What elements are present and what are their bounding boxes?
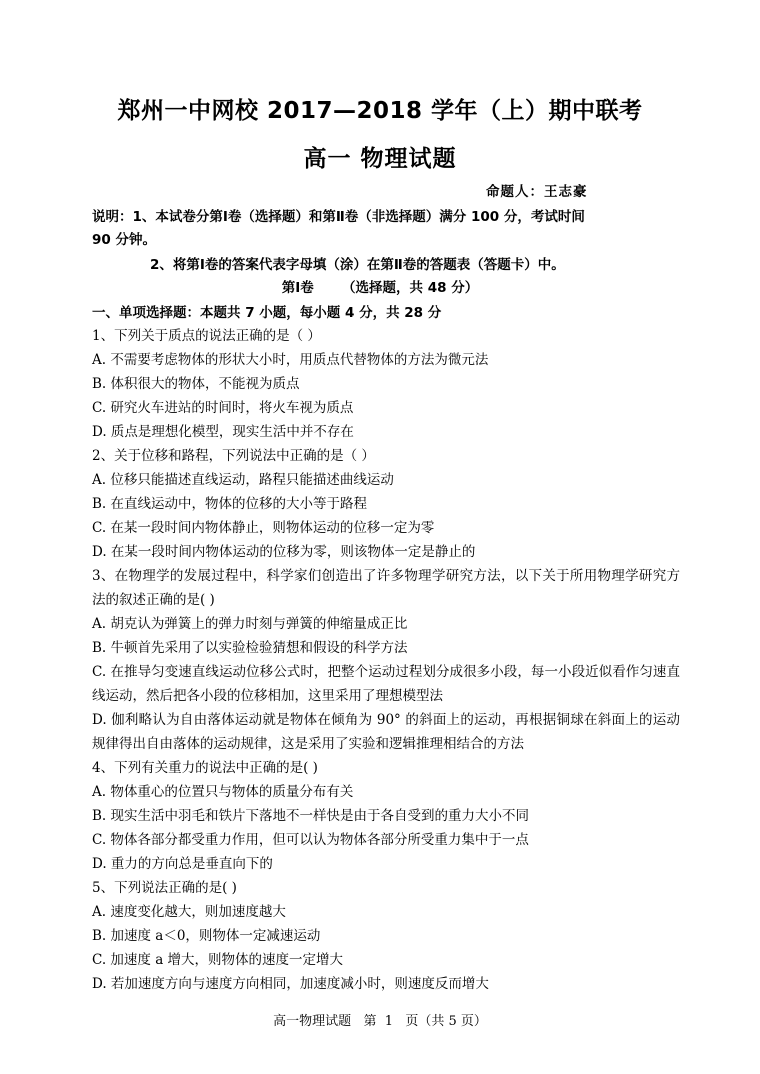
question-option: C. 在推导匀变速直线运动位移公式时，把整个运动过程划分成很多小段，每一小段近似看作匀速直线运动，然后把各小段的位移相加，这里采用了理想模型法: [92, 664, 680, 704]
question-option: B. 体积很大的物体，不能视为质点: [92, 376, 300, 392]
question-option: C. 在某一段时间内物体静止，则物体运动的位移一定为零: [92, 520, 435, 536]
question-stem: 4、下列有关重力的说法中正确的是( ): [92, 760, 318, 776]
question-option: D. 在某一段时间内物体运动的位移为零，则该物体一定是静止的: [92, 544, 476, 560]
question-option: B. 牛顿首先采用了以实验检验猜想和假设的科学方法: [92, 640, 408, 656]
section-heading: 一、单项选择题：本题共 7 小题，每小题 4 分，共 28 分: [92, 305, 442, 321]
question-option: B. 现实生活中羽毛和铁片下落地不一样快是由于各自受到的重力大小不同: [92, 808, 530, 824]
question-stem: 1、下列关于质点的说法正确的是（ ）: [92, 328, 321, 344]
instructions-line-1: 说明：1、本试卷分第Ⅰ卷（选择题）和第Ⅱ卷（非选择题）满分 100 分，考试时间: [92, 209, 585, 225]
question-stem: 2、关于位移和路程，下列说法中正确的是（ ）: [92, 448, 375, 464]
question-option: D. 伽利略认为自由落体运动就是物体在倾角为 90° 的斜面上的运动，再根据铜球在斜面上的运动规律得出自由落体的运动规律，这是采用了实验和逻辑推理相结合的方法: [92, 712, 680, 752]
page-footer: 高一物理试题 第 1 页（共 5 页）: [273, 1014, 487, 1029]
instructions-line-1-cont: 90 分钟。: [92, 232, 156, 248]
question-option: A. 不需要考虑物体的形状大小时，用质点代替物体的方法为微元法: [92, 352, 489, 368]
question-stem: 5、下列说法正确的是( ): [92, 880, 237, 896]
question-option: A. 物体重心的位置只与物体的质量分布有关: [92, 784, 354, 800]
exam-title: 郑州一中网校 2017—2018 学年（上）期中联考: [117, 98, 643, 124]
question-option: C. 研究火车进站的时间时，将火车视为质点: [92, 400, 354, 416]
instructions-line-2: 2、将第Ⅰ卷的答案代表字母填（涂）在第Ⅱ卷的答题表（答题卡）中。: [150, 257, 565, 273]
question-option: D. 若加速度方向与速度方向相同，加速度减小时，则速度反而增大: [92, 976, 489, 992]
question-option: D. 质点是理想化模型，现实生活中并不存在: [92, 424, 354, 440]
question-option: D. 重力的方向总是垂直向下的: [92, 856, 273, 872]
question-list: [92, 324, 692, 996]
exam-subtitle: 高一 物理试题: [303, 146, 457, 172]
question-option: A. 速度变化越大，则加速度越大: [92, 904, 286, 920]
question-option: A. 胡克认为弹簧上的弹力时刻与弹簧的伸缩量成正比: [92, 616, 408, 632]
question-option: C. 物体各部分都受重力作用，但可以认为物体各部分所受重力集中于一点: [92, 832, 529, 848]
question-option: B. 在直线运动中，物体的位移的大小等于路程: [92, 496, 368, 512]
exam-author: 命题人：王志豪: [486, 184, 588, 200]
question-option: B. 加速度 a＜0，则物体一定减速运动: [92, 928, 321, 944]
volume-heading: 第Ⅰ卷 （选择题，共 48 分）: [281, 280, 479, 296]
question-option: A. 位移只能描述直线运动，路程只能描述曲线运动: [92, 472, 394, 488]
question-stem: 3、在物理学的发展过程中，科学家们创造出了许多物理学研究方法，以下关于所用物理学研究方法的叙述正确的是( ): [92, 568, 680, 608]
question-option: C. 加速度 a 增大，则物体的速度一定增大: [92, 952, 344, 968]
